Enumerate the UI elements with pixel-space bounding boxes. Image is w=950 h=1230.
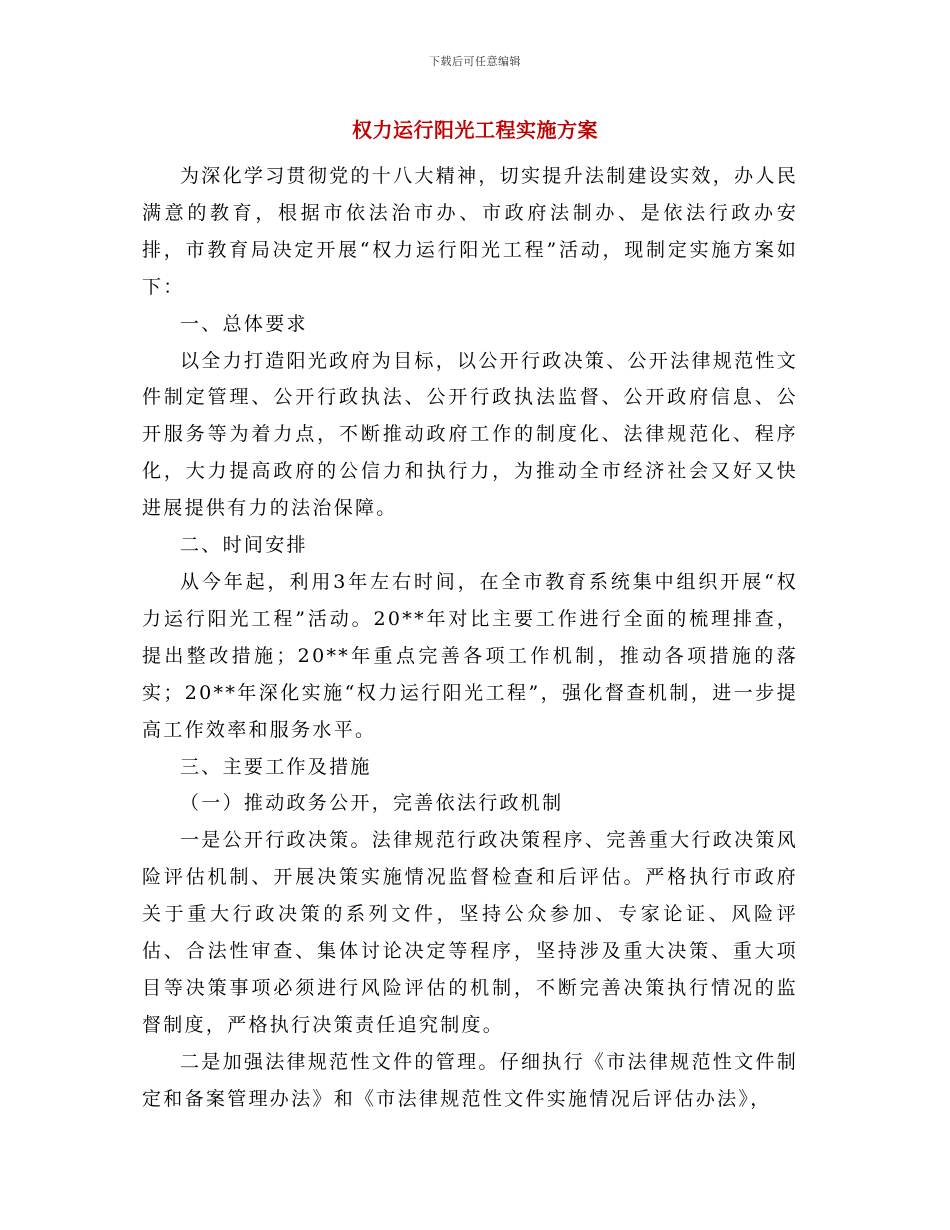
section-heading-schedule: 二、时间安排 xyxy=(180,534,308,557)
paragraph-schedule: 从今年起，利用3年左右时间，在全市教育系统集中组织开展“权力运行阳光工程”活动。20**年对比主要工作进行全面的梳理排查，提出整改措施；20**年重点完善各项工作机制，推动各项措施的落实；20**年深化实施“权力运行阳光工程”，强化督查机制，进一步提高工作效率和服务水平。 xyxy=(142,570,798,741)
header-note: 下载后可任意编辑 xyxy=(429,55,521,68)
section-heading-general-requirements: 一、总体要求 xyxy=(180,312,308,335)
paragraph-general-requirements: 以全力打造阳光政府为目标，以公开行政决策、公开法律规范性文件制定管理、公开行政执法、公开行政执法监督、公开政府信息、公开服务等为着力点，不断推动政府工作的制度化、法律规范化、程序化，大力提高政府的公信力和执行力，为推动全市经济社会又好又快进展提供有力的法治保障。 xyxy=(142,349,798,520)
paragraph-item-1: 一是公开行政决策。法律规范行政决策程序、完善重大行政决策风险评估机制、开展决策实施情况监督检查和后评估。严格执行市政府关于重大行政决策的系列文件，坚持公众参加、专家论证、风险评估、合法性审查、集体讨论决定等程序，坚持涉及重大决策、重大项目等决策事项必须进行风险评估的机制，不断完善决策执行情况的监督制度，严格执行决策责任追究制度。 xyxy=(142,829,798,1036)
paragraph-intro: 为深化学习贯彻党的十八大精神，切实提升法制建设实效，办人民满意的教育，根据市依法治市办、市政府法制办、是依法行政办安排，市教育局决定开展“权力运行阳光工程”活动，现制定实施方案如下： xyxy=(142,165,798,298)
document-title: 权力运行阳光工程实施方案 xyxy=(352,118,598,142)
document-body xyxy=(142,158,798,1118)
subsection-heading-1: （一）推动政务公开，完善依法行政机制 xyxy=(180,792,564,815)
section-heading-main-work: 三、主要工作及措施 xyxy=(180,755,372,778)
paragraph-item-2: 二是加强法律规范性文件的管理。仔细执行《市法律规范性文件制定和备案管理办法》和《市法律规范性文件实施情况后评估办法》， xyxy=(142,1050,798,1110)
